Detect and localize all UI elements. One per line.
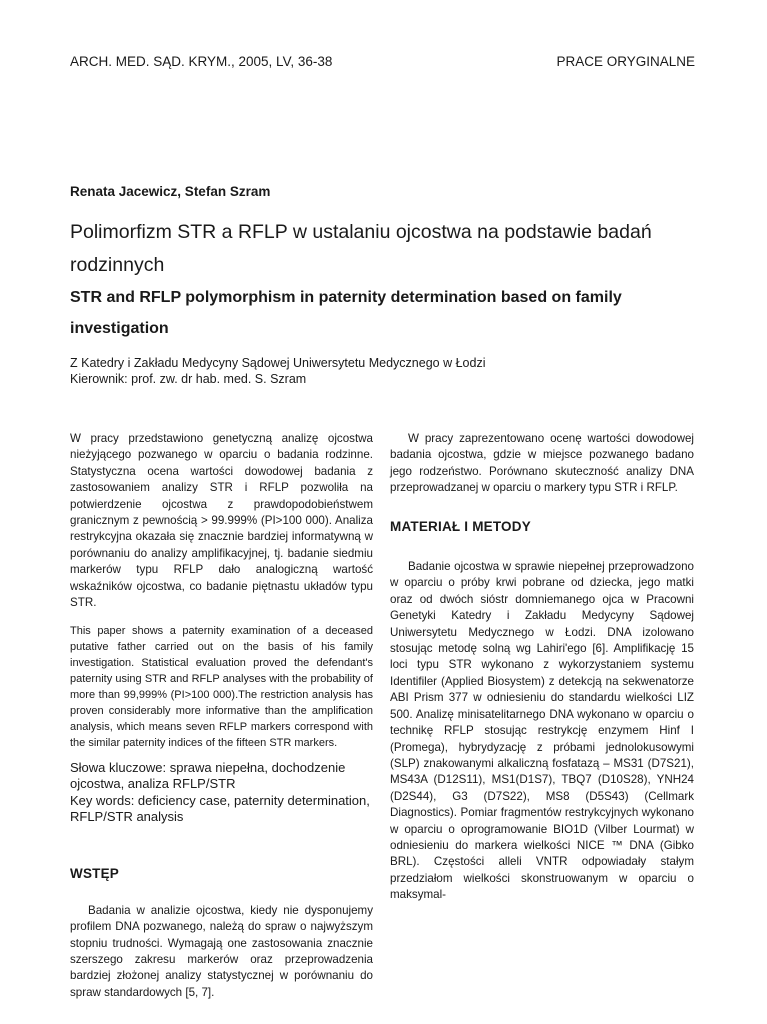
- title-english: STR and RFLP polymorphism in paternity determination based on family investigation: [70, 289, 622, 337]
- authors: Renata Jacewicz, Stefan Szram: [70, 184, 271, 199]
- right-column: [390, 431, 694, 904]
- wstep-paragraph-2: W pracy zaprezentowano ocenę wartości dowodowej badania ojcostwa, gdzie w miejsce pozwanego badano jego rodzeństwo. Porównano skuteczność analizy DNA przeprowadzanej w oparciu o markery typu STR i RFLP.: [390, 432, 694, 495]
- section-label: PRACE ORYGINALNE: [556, 54, 695, 69]
- title-polish: Polimorfizm STR a RFLP w ustalaniu ojcostwa na podstawie badań rodzinnych: [70, 221, 652, 276]
- left-column: [70, 431, 373, 1001]
- abstract-english: This paper shows a paternity examination of a deceased putative father carried out on the basis of his family investigation. Statistical evaluation proved the defendant's paternity using STR and RFLP analyses with the probability of more than 99,999% (PI>100 000).The restriction analysis has proven considerably more informative than the amplification analysis, which means seven RFLP markers correspond with the similar paternity indices of the fifteen STR markers.: [70, 625, 373, 749]
- metody-paragraph-1: Badanie ojcostwa w sprawie niepełnej przeprowadzono w oparciu o próby krwi pobrane od dziecka, jego matki oraz od dwóch sióstr domniemanego ojca w Pracowni Genetyki Katedry i Zakładu Medycyny Sądowej Uniwersytetu Medycznego w Łodzi. DNA izolowano stosując metodę solną wg Lahiri'ego [6]. Amplifikację 15 loci typu STR wykonano z wykorzystaniem systemu Identifiler (Applied Biosystem) z detekcją na sekwenatorze ABI Prism 377 w odniesieniu do standardu wielkości LIZ 500. Analizę minisatelitarnego DNA wykonano w oparciu o technikę RFLP stosując restrykcję enzymem Hinf I (Promega), hybrydyzację z próbami jednolokusowymi (SLP) znakowanymi alkaliczną fosfatazą – MS31 (D7S21), MS43A (D12S11), MS1(D1S7), TBQ7 (D10S28), YNH24 (D2S44), G3 (D7S22), MS8 (D5S43) (Cellmark Diagnostics). Pomiar fragmentów restrykcyjnych wykonano w oparciu o oprogramowanie BIO1D (Vilber Lourmat) w odniesieniu do markera wielkości NICE ™ DNA (Gibko BRL). Częstości alleli VNTR odpowiadały stałym przedziałom wielkości skonstruowanym w oparciu o maksymal-: [390, 560, 694, 902]
- affiliation-department: Z Katedry i Zakładu Medycyny Sądowej Uniwersytetu Medycznego w Łodzi: [70, 356, 486, 370]
- section-heading-metody: MATERIAŁ I METODY: [390, 518, 531, 534]
- keywords-english: Key words: deficiency case, paternity determination, RFLP/STR analysis: [70, 792, 370, 824]
- affiliation: [70, 355, 700, 387]
- abstract-polish: W pracy przedstawiono genetyczną analizę ojcostwa nieżyjącego pozwanego w oparciu o badania rodzinne. Statystyczna ocena wartości dowodowej badania z zastosowaniem analizy STR i RFLP pozwoliła na potwierdzenie ojcostwa z prawdopodobieństwem granicznym z pewnością > 99.999% (PI>100 000). Analiza restrykcyjna okazała się znacznie bardziej informatywną w porównaniu do analizy amplifikacyjnej, tj. badanie siedmiu markerów typu RFLP dało analogiczną wartość wskaźników ojcostwa, co badanie piętnastu układów typu STR.: [70, 432, 373, 610]
- journal-citation: ARCH. MED. SĄD. KRYM., 2005, LV, 36-38: [70, 54, 333, 69]
- section-heading-wstep: WSTĘP: [70, 866, 120, 882]
- wstep-paragraph-1: Badania w analizie ojcostwa, kiedy nie dysponujemy profilem DNA pozwanego, należą do spraw o najwyższym stopniu trudności. Wymagają one zastosowania znacznie szerszego zakresu markerów oraz przeprowadzenia bardziej złożonej analizy statystycznej w porównaniu do spraw standardowych [5, 7].: [70, 903, 373, 999]
- keywords-polish: Słowa kluczowe: sprawa niepełna, dochodzenie ojcostwa, analiza RFLP/STR: [70, 759, 346, 792]
- affiliation-head: Kierownik: prof. zw. dr hab. med. S. Szram: [70, 372, 307, 386]
